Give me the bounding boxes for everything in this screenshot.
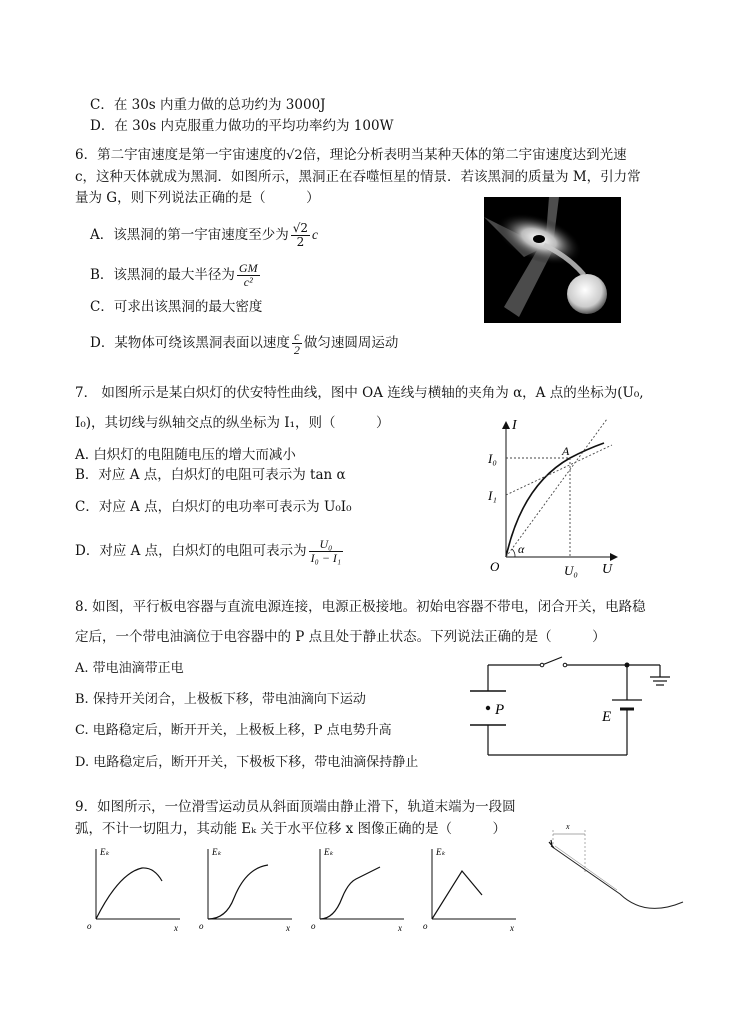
y-label: Eₖ bbox=[324, 847, 334, 857]
q6-option-a-text: A．该黑洞的第一宇宙速度至少为 bbox=[90, 227, 289, 243]
q6-stem-text: 6．第二宇宙速度是第一宇宙速度的 bbox=[75, 147, 287, 163]
denominator: 2 bbox=[293, 343, 300, 357]
point-a-label: A bbox=[562, 444, 570, 458]
denominator: c² bbox=[243, 275, 253, 289]
q6-option-a-tail: c bbox=[312, 227, 319, 242]
q6-option-d-tail: 做匀速圆周运动 bbox=[303, 335, 399, 351]
q8-option-d: D. 电路稳定后，断开开关，下极板下移，带电油滴保持静止 bbox=[75, 755, 419, 770]
origin-label: O bbox=[490, 559, 500, 574]
q7-option-b: B．对应 A 点，白炽灯的电阻可表示为 tan α bbox=[75, 467, 346, 483]
q7-option-d bbox=[75, 538, 345, 565]
ski-track bbox=[551, 846, 683, 908]
q5-option-c: C．在 30s 内重力做的总功约为 3000J bbox=[90, 97, 326, 113]
y-label: Eₖ bbox=[436, 847, 446, 857]
iv-curve-graph bbox=[482, 415, 627, 580]
q7-option-d-text: D．对应 A 点，白炽灯的电阻可表示为 bbox=[75, 543, 307, 559]
alpha-label: α bbox=[518, 542, 525, 556]
i0-label: I₀ bbox=[488, 451, 497, 466]
black-hole-image bbox=[484, 197, 621, 323]
q5-option-d: D．在 30s 内克服重力做功的平均功率约为 100W bbox=[90, 118, 394, 134]
i1-label: I₁ bbox=[488, 488, 497, 503]
y-label: Eₖ bbox=[100, 847, 110, 857]
x-axis-label: U bbox=[602, 562, 613, 577]
capacitor-circuit bbox=[462, 655, 682, 765]
switch bbox=[542, 657, 562, 665]
q9-stem-line2: 弧，不计一切阻力，其动能 Eₖ 关于水平位移 x 图像正确的是（ ） bbox=[75, 821, 507, 837]
q6-option-d-fraction bbox=[292, 330, 302, 357]
q7-option-c: C．对应 A 点，白炽灯的电功率可表示为 U₀I₀ bbox=[75, 499, 352, 515]
q6-stem-line2: c，这种天体就成为黑洞．如图所示，黑洞正在吞噬恒星的情景．若该黑洞的质量为 M，引力常 bbox=[75, 169, 641, 185]
numerator: U₀ bbox=[309, 538, 343, 552]
ek-graph-a bbox=[84, 843, 184, 933]
q6-option-a bbox=[90, 222, 318, 249]
y-label: Eₖ bbox=[212, 847, 222, 857]
q6-option-a-fraction bbox=[291, 222, 310, 249]
numerator: c bbox=[292, 330, 302, 344]
x-label: x bbox=[286, 923, 290, 933]
q7-option-d-fraction bbox=[309, 538, 343, 565]
q8-option-b: B. 保持开关闭合，上极板下移，带电油滴向下运动 bbox=[75, 692, 366, 707]
e-label: E bbox=[602, 709, 612, 725]
q8-option-c: C. 电路稳定后，断开开关，上极板上移，P 点电势升高 bbox=[75, 723, 392, 738]
q8-option-a: A. 带电油滴带正电 bbox=[75, 661, 184, 676]
ek-graph-d bbox=[420, 843, 520, 933]
iv-curve bbox=[506, 443, 604, 557]
origin-label: o bbox=[423, 921, 428, 931]
ski-track-diagram bbox=[545, 818, 690, 928]
p-label: P bbox=[495, 702, 505, 718]
sqrt2-symbol: √2 bbox=[286, 148, 303, 163]
numerator: GM bbox=[238, 261, 258, 275]
ek-curve bbox=[432, 871, 482, 919]
oil-drop bbox=[486, 706, 490, 710]
q6-option-c: C．可求出该黑洞的最大密度 bbox=[90, 299, 263, 315]
q9-stem-line1: 9．如图所示，一位滑雪运动员从斜面顶端由静止滑下，轨道末端为一段圆 bbox=[75, 799, 516, 815]
ek-graph-c bbox=[308, 843, 408, 933]
denominator: 2 bbox=[296, 235, 305, 249]
q7-stem-line2: I₀)，其切线与纵轴交点的纵坐标为 I₁，则（ ） bbox=[75, 415, 390, 431]
q6-option-b bbox=[90, 262, 262, 289]
q7-option-a: A. 白炽灯的电阻随电压的增大而减小 bbox=[75, 447, 296, 463]
x-label: x bbox=[398, 923, 402, 933]
q7-stem-line1: 7． 如图所示是某白炽灯的伏安特性曲线，图中 OA 连线与横轴的夹角为 α，A 点的坐标为(U₀, bbox=[75, 385, 644, 401]
q6-option-b-text: B．该黑洞的最大半径为 bbox=[90, 267, 235, 283]
numerator: √2 bbox=[292, 221, 309, 235]
x-label: x bbox=[174, 923, 178, 933]
u0-label: U₀ bbox=[564, 563, 578, 578]
origin-label: o bbox=[87, 921, 92, 931]
ek-graph-b bbox=[196, 843, 296, 933]
x-label: x bbox=[566, 822, 570, 831]
q6-option-b-fraction bbox=[237, 262, 260, 289]
q6-option-d-text: D．某物体可绕该黑洞表面以速度 bbox=[90, 335, 290, 351]
q8-stem-line2: 定后，一个带电油滴位于电容器中的 P 点且处于静止状态。下列说法正确的是（ ） bbox=[75, 629, 606, 645]
tangent-line bbox=[506, 445, 612, 495]
black-hole-illustration bbox=[484, 197, 621, 323]
origin-label: o bbox=[311, 921, 316, 931]
ek-curve bbox=[96, 868, 162, 919]
q6-stem-line3: 量为 G，则下列说法正确的是（ ） bbox=[75, 190, 320, 206]
denominator: I₀ − I₁ bbox=[310, 551, 342, 565]
q8-stem-line1: 8. 如图，平行板电容器与直流电源连接，电源正极接地。初始电容器不带电，闭合开关，电路稳 bbox=[75, 599, 646, 615]
q6-option-d bbox=[90, 330, 398, 357]
y-axis-label: I bbox=[512, 418, 517, 433]
q6-stem-text-2: 倍，理论分析表明当某种天体的第二宇宙速度达到光速 bbox=[302, 147, 627, 163]
ek-curve bbox=[208, 865, 268, 919]
q6-stem-line1 bbox=[75, 146, 627, 165]
x-label: x bbox=[510, 923, 514, 933]
origin-label: o bbox=[199, 921, 204, 931]
ek-curve bbox=[320, 867, 380, 919]
